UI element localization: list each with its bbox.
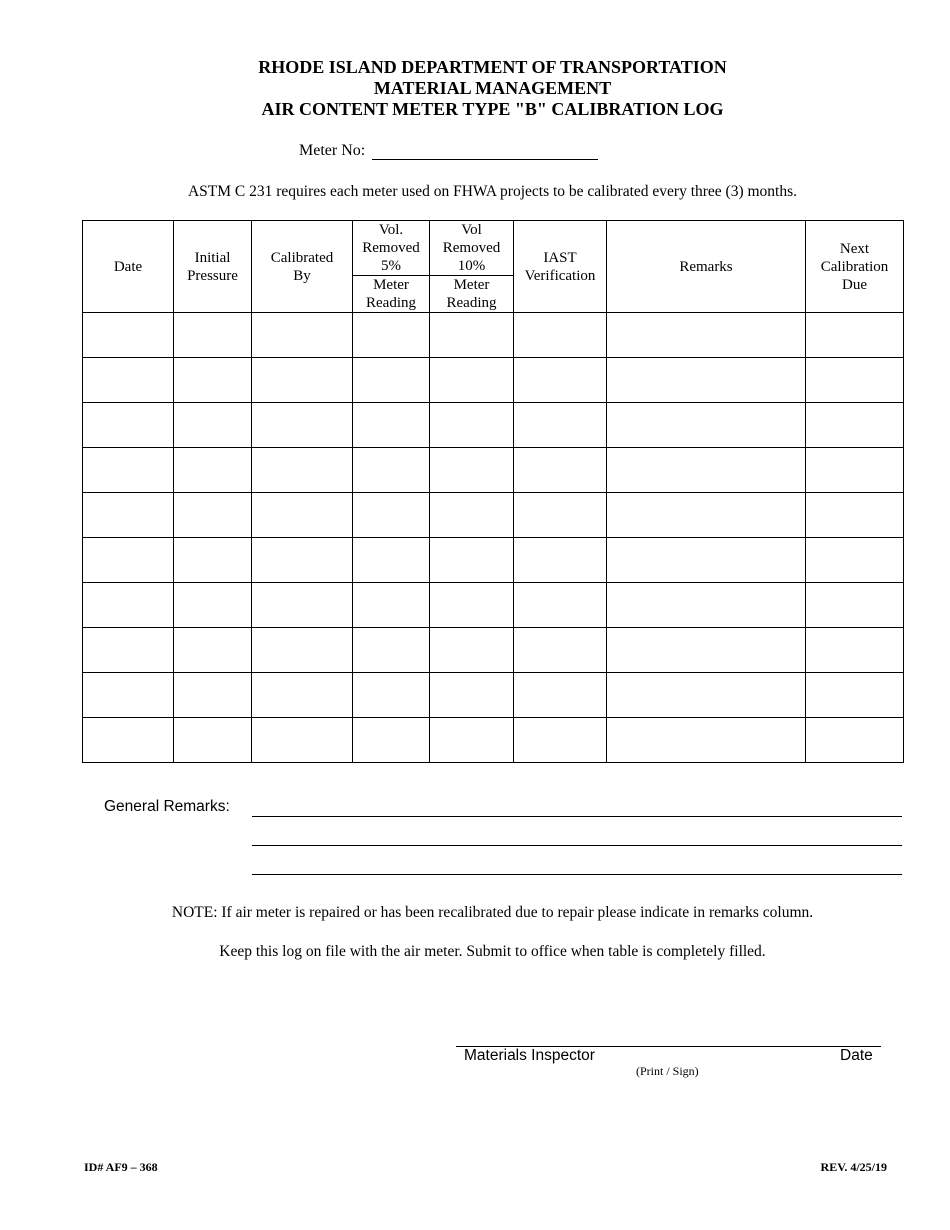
cell-next-calibration-due[interactable] [806,448,904,493]
astm-requirement-note: ASTM C 231 requires each meter used on FHWA projects to be calibrated every three (3) months. [187,183,798,200]
table-row [83,448,904,493]
header-initial-pressure [174,221,252,313]
cell-calibrated-by[interactable] [252,358,353,403]
signature-date-label: Date [840,1047,873,1064]
cell-remarks[interactable] [607,718,806,763]
keep-on-file-note: Keep this log on file with the air meter. Submit to office when table is completely filled. [219,943,766,960]
title-department: RHODE ISLAND DEPARTMENT OF TRANSPORTATION [258,57,727,77]
cell-vol10-reading[interactable] [430,493,514,538]
cell-initial-pressure[interactable] [174,718,252,763]
print-sign-hint: (Print / Sign) [636,1064,699,1078]
header-vol10-reading-l1: Meter [453,277,490,293]
header-iast-verification [514,221,607,313]
cell-vol5-reading[interactable] [353,538,430,583]
cell-iast-verification[interactable] [514,448,607,493]
cell-vol10-reading[interactable] [430,358,514,403]
calibration-table [82,220,904,763]
cell-remarks[interactable] [607,358,806,403]
cell-next-calibration-due[interactable] [806,718,904,763]
cell-vol10-reading[interactable] [430,448,514,493]
cell-vol5-reading[interactable] [353,718,430,763]
cell-iast-verification[interactable] [514,313,607,358]
header-vol5-l2: Removed [362,240,420,256]
header-initial-pressure-l1: Initial [194,249,231,266]
cell-initial-pressure[interactable] [174,673,252,718]
table-row [83,583,904,628]
table-row [83,358,904,403]
cell-initial-pressure[interactable] [174,448,252,493]
cell-vol5-reading[interactable] [353,673,430,718]
header-date: Date [83,221,174,313]
cell-iast-verification[interactable] [514,538,607,583]
cell-initial-pressure[interactable] [174,583,252,628]
cell-calibrated-by[interactable] [252,403,353,448]
cell-date[interactable] [83,448,174,493]
cell-initial-pressure[interactable] [174,538,252,583]
cell-calibrated-by[interactable] [252,448,353,493]
header-vol5-reading-l1: Meter [373,277,409,293]
cell-remarks[interactable] [607,313,806,358]
table-row [83,718,904,763]
cell-date[interactable] [83,538,174,583]
header-vol5-reading-l2: Reading [366,295,416,311]
meter-no-field[interactable] [372,159,598,160]
table-row [83,313,904,358]
header-iast-l1: IAST [543,249,577,266]
title-division: MATERIAL MANAGEMENT [373,78,612,98]
header-vol-removed-10 [430,221,514,276]
cell-initial-pressure[interactable] [174,403,252,448]
cell-date[interactable] [83,403,174,448]
header-calibrated-by-l1: Calibrated [270,249,334,266]
cell-vol10-reading[interactable] [430,313,514,358]
header-remarks: Remarks [607,221,806,313]
cell-iast-verification[interactable] [514,403,607,448]
header-iast-l2: Verification [524,267,596,284]
cell-date[interactable] [83,718,174,763]
header-vol10-meter-reading [430,276,514,313]
cell-remarks[interactable] [607,403,806,448]
meter-no-label: Meter No: [299,142,366,159]
cell-iast-verification[interactable] [514,673,607,718]
cell-next-calibration-due[interactable] [806,493,904,538]
cell-vol5-reading[interactable] [353,313,430,358]
cell-remarks[interactable] [607,538,806,583]
cell-vol10-reading[interactable] [430,718,514,763]
header-next-calibration-due [806,221,904,313]
cell-date[interactable] [83,628,174,673]
cell-next-calibration-due[interactable] [806,673,904,718]
header-vol-removed-5 [353,221,430,276]
cell-iast-verification[interactable] [514,628,607,673]
cell-date[interactable] [83,493,174,538]
cell-vol5-reading[interactable] [353,358,430,403]
header-next-due-l3: Due [842,276,867,293]
table-row [83,403,904,448]
cell-remarks[interactable] [607,673,806,718]
cell-next-calibration-due[interactable] [806,403,904,448]
cell-remarks[interactable] [607,448,806,493]
table-row [83,628,904,673]
title-form: AIR CONTENT METER TYPE "B" CALIBRATION LOG [261,99,724,119]
table-row [83,493,904,538]
cell-date[interactable] [83,313,174,358]
cell-initial-pressure[interactable] [174,358,252,403]
cell-next-calibration-due[interactable] [806,538,904,583]
cell-calibrated-by[interactable] [252,583,353,628]
header-vol5-l1: Vol. [378,222,404,238]
header-next-due-l2: Calibration [820,258,889,275]
header-next-due-l1: Next [839,240,870,257]
repair-note: NOTE: If air meter is repaired or has been recalibrated due to repair please indicate in remarks column. [171,904,814,921]
cell-vol5-reading[interactable] [353,628,430,673]
cell-iast-verification[interactable] [514,493,607,538]
cell-date[interactable] [83,673,174,718]
header-vol10-l1: Vol [461,222,482,238]
cell-next-calibration-due[interactable] [806,313,904,358]
table-row [83,538,904,583]
cell-remarks[interactable] [607,628,806,673]
cell-vol10-reading[interactable] [430,583,514,628]
table-row [83,673,904,718]
cell-initial-pressure[interactable] [174,628,252,673]
cell-calibrated-by[interactable] [252,673,353,718]
header-vol5-l3: 5% [381,258,401,274]
cell-iast-verification[interactable] [514,718,607,763]
cell-vol10-reading[interactable] [430,538,514,583]
cell-iast-verification[interactable] [514,358,607,403]
cell-vol5-reading[interactable] [353,448,430,493]
cell-date[interactable] [83,583,174,628]
general-remarks-line-1[interactable] [252,816,902,817]
cell-calibrated-by[interactable] [252,718,353,763]
cell-calibrated-by[interactable] [252,538,353,583]
cell-next-calibration-due[interactable] [806,628,904,673]
cell-next-calibration-due[interactable] [806,358,904,403]
cell-vol10-reading[interactable] [430,403,514,448]
cell-date[interactable] [83,358,174,403]
cell-vol5-reading[interactable] [353,493,430,538]
cell-remarks[interactable] [607,493,806,538]
cell-iast-verification[interactable] [514,583,607,628]
form-id: ID# AF9 – 368 [84,1160,158,1174]
general-remarks-line-2[interactable] [252,845,902,846]
cell-vol5-reading[interactable] [353,403,430,448]
general-remarks-label: General Remarks: [104,798,230,815]
cell-remarks[interactable] [607,583,806,628]
materials-inspector-label: Materials Inspector [464,1047,595,1064]
cell-initial-pressure[interactable] [174,313,252,358]
header-calibrated-by-l2: By [293,267,311,284]
header-vol10-l3: 10% [457,258,486,274]
cell-initial-pressure[interactable] [174,493,252,538]
cell-vol5-reading[interactable] [353,583,430,628]
header-initial-pressure-l2: Pressure [187,267,238,284]
cell-next-calibration-due[interactable] [806,583,904,628]
general-remarks-line-3[interactable] [252,874,902,875]
calibration-table-body [83,313,904,763]
cell-calibrated-by[interactable] [252,493,353,538]
cell-vol10-reading[interactable] [430,673,514,718]
cell-calibrated-by[interactable] [252,628,353,673]
header-vol10-l2: Removed [442,240,501,256]
revision-date: REV. 4/25/19 [820,1160,887,1174]
cell-calibrated-by[interactable] [252,313,353,358]
cell-vol10-reading[interactable] [430,628,514,673]
header-vol10-reading-l2: Reading [446,295,497,311]
header-calibrated-by [252,221,353,313]
header-vol5-meter-reading [353,276,430,313]
